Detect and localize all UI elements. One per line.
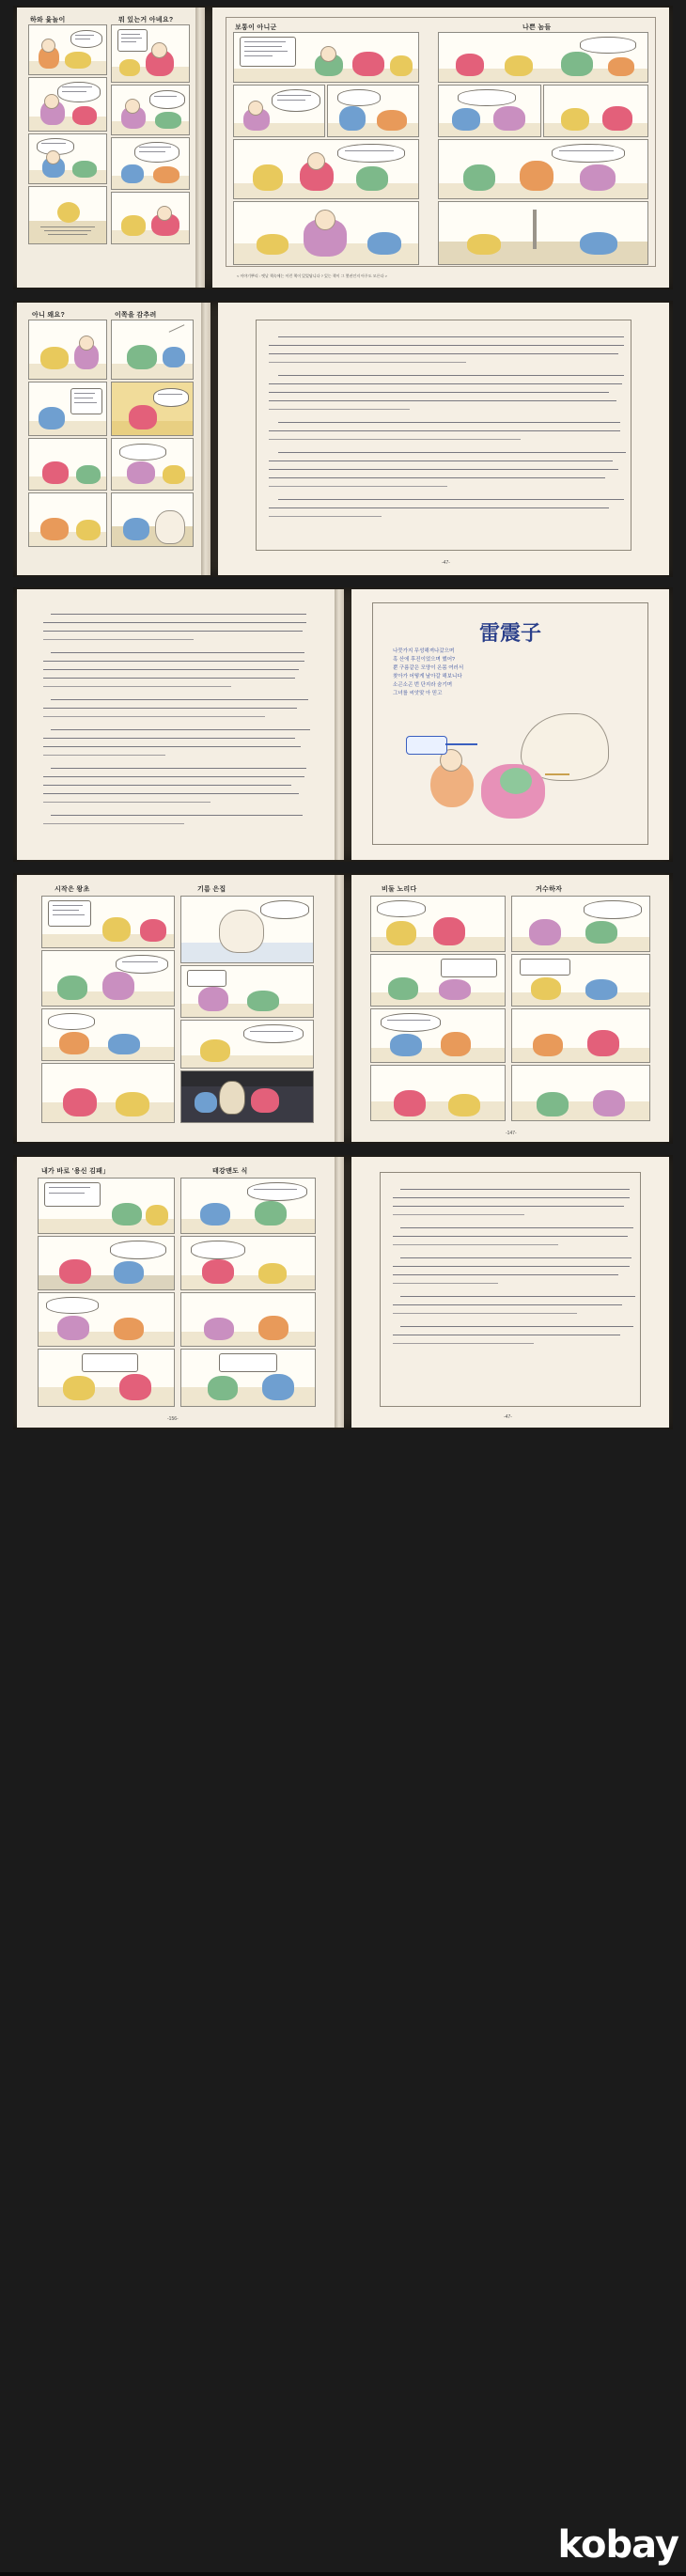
chapter-subtitle-line: 뿐 구름같은 모양이 온몸 여러서 (393, 665, 464, 671)
body-text (269, 331, 635, 547)
comic-title: 기름 은집 (197, 886, 226, 893)
comic-title: 하와 윷놀이 (30, 17, 66, 23)
kobay-watermark (558, 2523, 678, 2567)
comic-title: 아니 왜요? (32, 312, 66, 319)
chapter-illustration (398, 711, 633, 834)
page-number: -47- (442, 560, 450, 566)
watermark-text: kobay (557, 2523, 678, 2567)
body-text (393, 1183, 635, 1399)
spread-5-left-page (17, 1157, 335, 1428)
spread-2-right-page (218, 303, 669, 575)
chapter-subtitle-line: 나뭇가지 무성해져나갔으며 (393, 648, 455, 654)
comic-title: 보통이 아니군 (235, 24, 277, 31)
spread-3-left-page (17, 589, 335, 860)
chapter-subtitle-line: 그녀를 씨앗맞 아 믿고 (393, 691, 443, 696)
page-number: -156- (167, 1416, 179, 1422)
photo-spread-1 (0, 0, 686, 295)
page-number: -47- (504, 1414, 512, 1420)
spread-3-right-page (351, 589, 669, 860)
photo-spread-5 (0, 1149, 686, 2572)
spread-1-left-page (17, 8, 195, 288)
spread-4-right-page (351, 875, 669, 1142)
body-text (43, 610, 312, 841)
page-number: -147- (506, 1131, 517, 1136)
photo-spread-4 (0, 867, 686, 1149)
footer-note: < 이야기뿌리 : 옛날 책속에는 이런 책이 있었답니다 ? 있는 책이 그 몇권인지 아무도 모른다 > (237, 273, 387, 278)
comic-title: 비둘 노리다 (382, 886, 417, 893)
comic-title: 이쪽을 감추려 (115, 312, 157, 319)
comic-title: 태강맨도 식 (212, 1168, 248, 1175)
comic-title: 내가 바로 '용신 김패」 (41, 1168, 110, 1175)
photo-spread-2 (0, 295, 686, 582)
comic-title: 나쁜 놈들 (522, 24, 552, 31)
chapter-title: 雷震子 (478, 621, 541, 645)
chapter-subtitle-line: 찾아가 어떻게 날아갈 해보니다 (393, 674, 462, 679)
photo-spread-3 (0, 582, 686, 867)
spread-2-left-page (17, 303, 201, 575)
comic-title: 시작은 왕초 (55, 886, 90, 893)
chapter-subtitle-line: 혹 산에 후진이었으며 했어? (393, 657, 456, 663)
spread-5-right-page (351, 1157, 669, 1428)
spread-4-left-page (17, 875, 335, 1142)
comic-title: 거수하자 (536, 886, 563, 893)
spread-1-right-page (212, 8, 669, 288)
chapter-subtitle-line: 소곤소곤 번 단지라 숨기며 (393, 682, 453, 688)
comic-title: 뭐 있는거 아녜요? (118, 17, 174, 23)
